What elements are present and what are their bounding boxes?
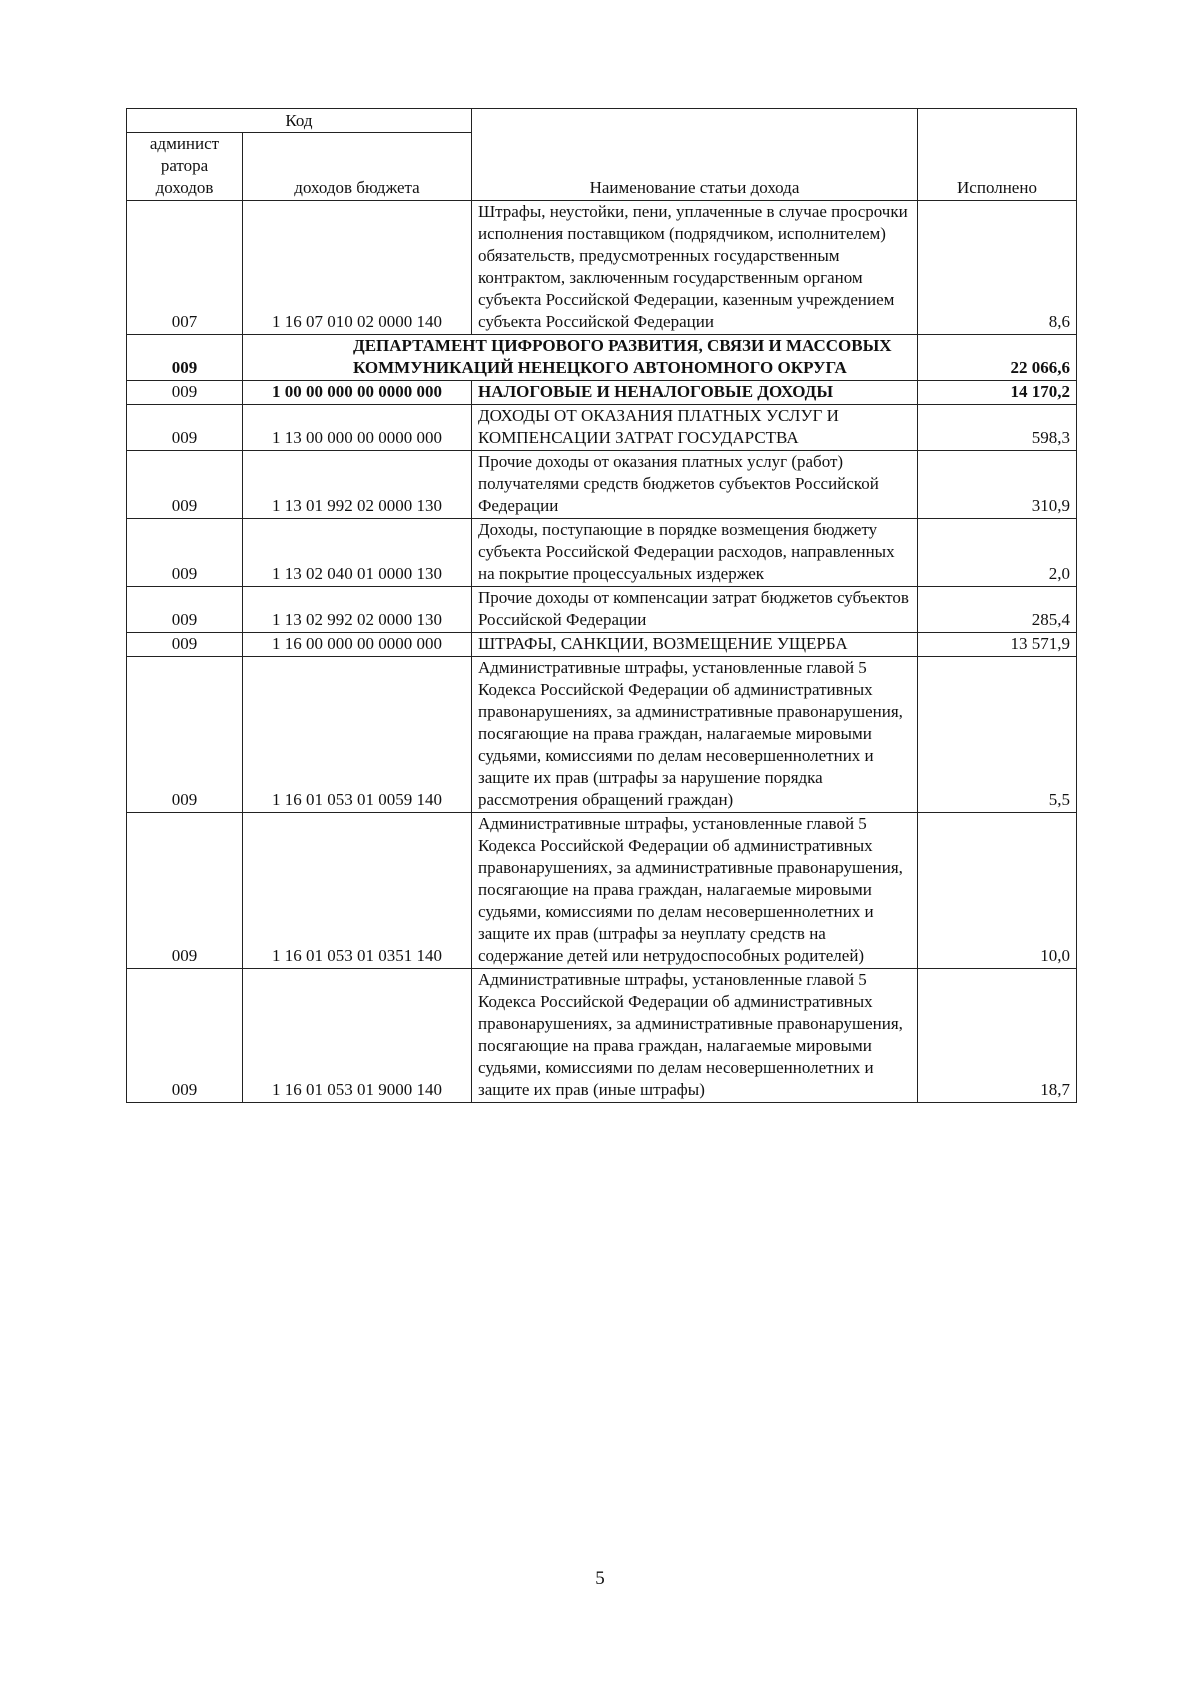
header-income-code: доходов бюджета — [243, 133, 472, 201]
page-number: 5 — [595, 1568, 605, 1589]
row-income-code: 1 13 02 992 02 0000 130 — [243, 587, 472, 633]
row-name: Доходы, поступающие в порядке возмещения бюджету субъекта Российской Федерации расходов, направленных на покрытие процессуальных издержек — [472, 519, 918, 587]
row-name: Административные штрафы, установленные главой 5 Кодекса Российской Федерации об административных правонарушениях, за административные правонарушения, посягающие на права граждан, налагаемые мировыми судьями, комиссиями по делам несовершеннолетних и защите их прав (иные штрафы) — [472, 969, 918, 1103]
row-admin-code: 009 — [127, 969, 243, 1103]
row-income-code: 1 16 01 053 01 0059 140 — [243, 657, 472, 813]
row-executed: 310,9 — [918, 451, 1077, 519]
header-kod: Код — [127, 109, 472, 133]
table-row — [127, 519, 1077, 587]
row-admin-code: 009 — [127, 405, 243, 451]
row-executed: 13 571,9 — [918, 633, 1077, 657]
row-income-code: 1 16 07 010 02 0000 140 — [243, 201, 472, 335]
row-name: Административные штрафы, установленные главой 5 Кодекса Российской Федерации об административных правонарушениях, за административные правонарушения, посягающие на права граждан, налагаемые мировыми судьями, комиссиями по делам несовершеннолетних и защите их прав (штрафы за нарушение порядка рассмотрения обращений граждан) — [472, 657, 918, 813]
row-name: ШТРАФЫ, САНКЦИИ, ВОЗМЕЩЕНИЕ УЩЕРБА — [472, 633, 918, 657]
row-name: НАЛОГОВЫЕ И НЕНАЛОГОВЫЕ ДОХОДЫ — [472, 381, 918, 405]
row-admin-code: 009 — [127, 813, 243, 969]
row-income-code: 1 16 01 053 01 0351 140 — [243, 813, 472, 969]
row-executed: 5,5 — [918, 657, 1077, 813]
row-income-code: 1 13 01 992 02 0000 130 — [243, 451, 472, 519]
row-name: Штрафы, неустойки, пени, уплаченные в случае просрочки исполнения поставщиком (подрядчиком, исполнителем) обязательств, предусмотренных государственным контрактом, заключенным государственным органом субъекта Российской Федерации, казенным учреждением субъекта Российской Федерации — [472, 201, 918, 335]
row-admin-code: 007 — [127, 201, 243, 335]
table-row — [127, 201, 1077, 335]
table-header-row-1 — [127, 109, 1077, 133]
row-admin-code: 009 — [127, 657, 243, 813]
table-row — [127, 633, 1077, 657]
table-row — [127, 657, 1077, 813]
table-row — [127, 587, 1077, 633]
header-admin: админист ратора доходов — [127, 133, 243, 201]
row-admin-code: 009 — [127, 519, 243, 587]
row-income-code: 1 13 02 040 01 0000 130 — [243, 519, 472, 587]
row-name: Прочие доходы от оказания платных услуг (работ) получателями средств бюджетов субъектов Российской Федерации — [472, 451, 918, 519]
table-row — [127, 405, 1077, 451]
table-row — [127, 813, 1077, 969]
table-row — [127, 969, 1077, 1103]
row-admin-code: 009 — [127, 451, 243, 519]
table-row — [127, 381, 1077, 405]
row-income-code: 1 16 00 000 00 0000 000 — [243, 633, 472, 657]
row-income-code: 1 16 01 053 01 9000 140 — [243, 969, 472, 1103]
row-executed: 8,6 — [918, 201, 1077, 335]
row-admin-code: 009 — [127, 633, 243, 657]
table-row — [127, 451, 1077, 519]
row-name: Прочие доходы от компенсации затрат бюджетов субъектов Российской Федерации — [472, 587, 918, 633]
row-income-code: 1 13 00 000 00 0000 000 — [243, 405, 472, 451]
header-executed: Исполнено — [918, 109, 1077, 201]
row-executed: 22 066,6 — [918, 335, 1077, 381]
row-executed: 10,0 — [918, 813, 1077, 969]
revenue-table — [126, 108, 1077, 1103]
table-row-department — [127, 335, 1077, 381]
row-name: ДЕПАРТАМЕНТ ЦИФРОВОГО РАЗВИТИЯ, СВЯЗИ И МАССОВЫХ КОММУНИКАЦИЙ НЕНЕЦКОГО АВТОНОМНОГО ОКРУГА — [243, 335, 918, 381]
row-admin-code: 009 — [127, 335, 243, 381]
row-executed: 18,7 — [918, 969, 1077, 1103]
header-name: Наименование статьи дохода — [472, 109, 918, 201]
row-name: ДОХОДЫ ОТ ОКАЗАНИЯ ПЛАТНЫХ УСЛУГ И КОМПЕНСАЦИИ ЗАТРАТ ГОСУДАРСТВА — [472, 405, 918, 451]
row-executed: 14 170,2 — [918, 381, 1077, 405]
row-name: Административные штрафы, установленные главой 5 Кодекса Российской Федерации об административных правонарушениях, за административные правонарушения, посягающие на права граждан, налагаемые мировыми судьями, комиссиями по делам несовершеннолетних и защите их прав (штрафы за неуплату средств на содержание детей или нетрудоспособных родителей) — [472, 813, 918, 969]
row-executed: 2,0 — [918, 519, 1077, 587]
row-executed: 285,4 — [918, 587, 1077, 633]
row-admin-code: 009 — [127, 587, 243, 633]
row-executed: 598,3 — [918, 405, 1077, 451]
row-income-code: 1 00 00 000 00 0000 000 — [243, 381, 472, 405]
row-admin-code: 009 — [127, 381, 243, 405]
